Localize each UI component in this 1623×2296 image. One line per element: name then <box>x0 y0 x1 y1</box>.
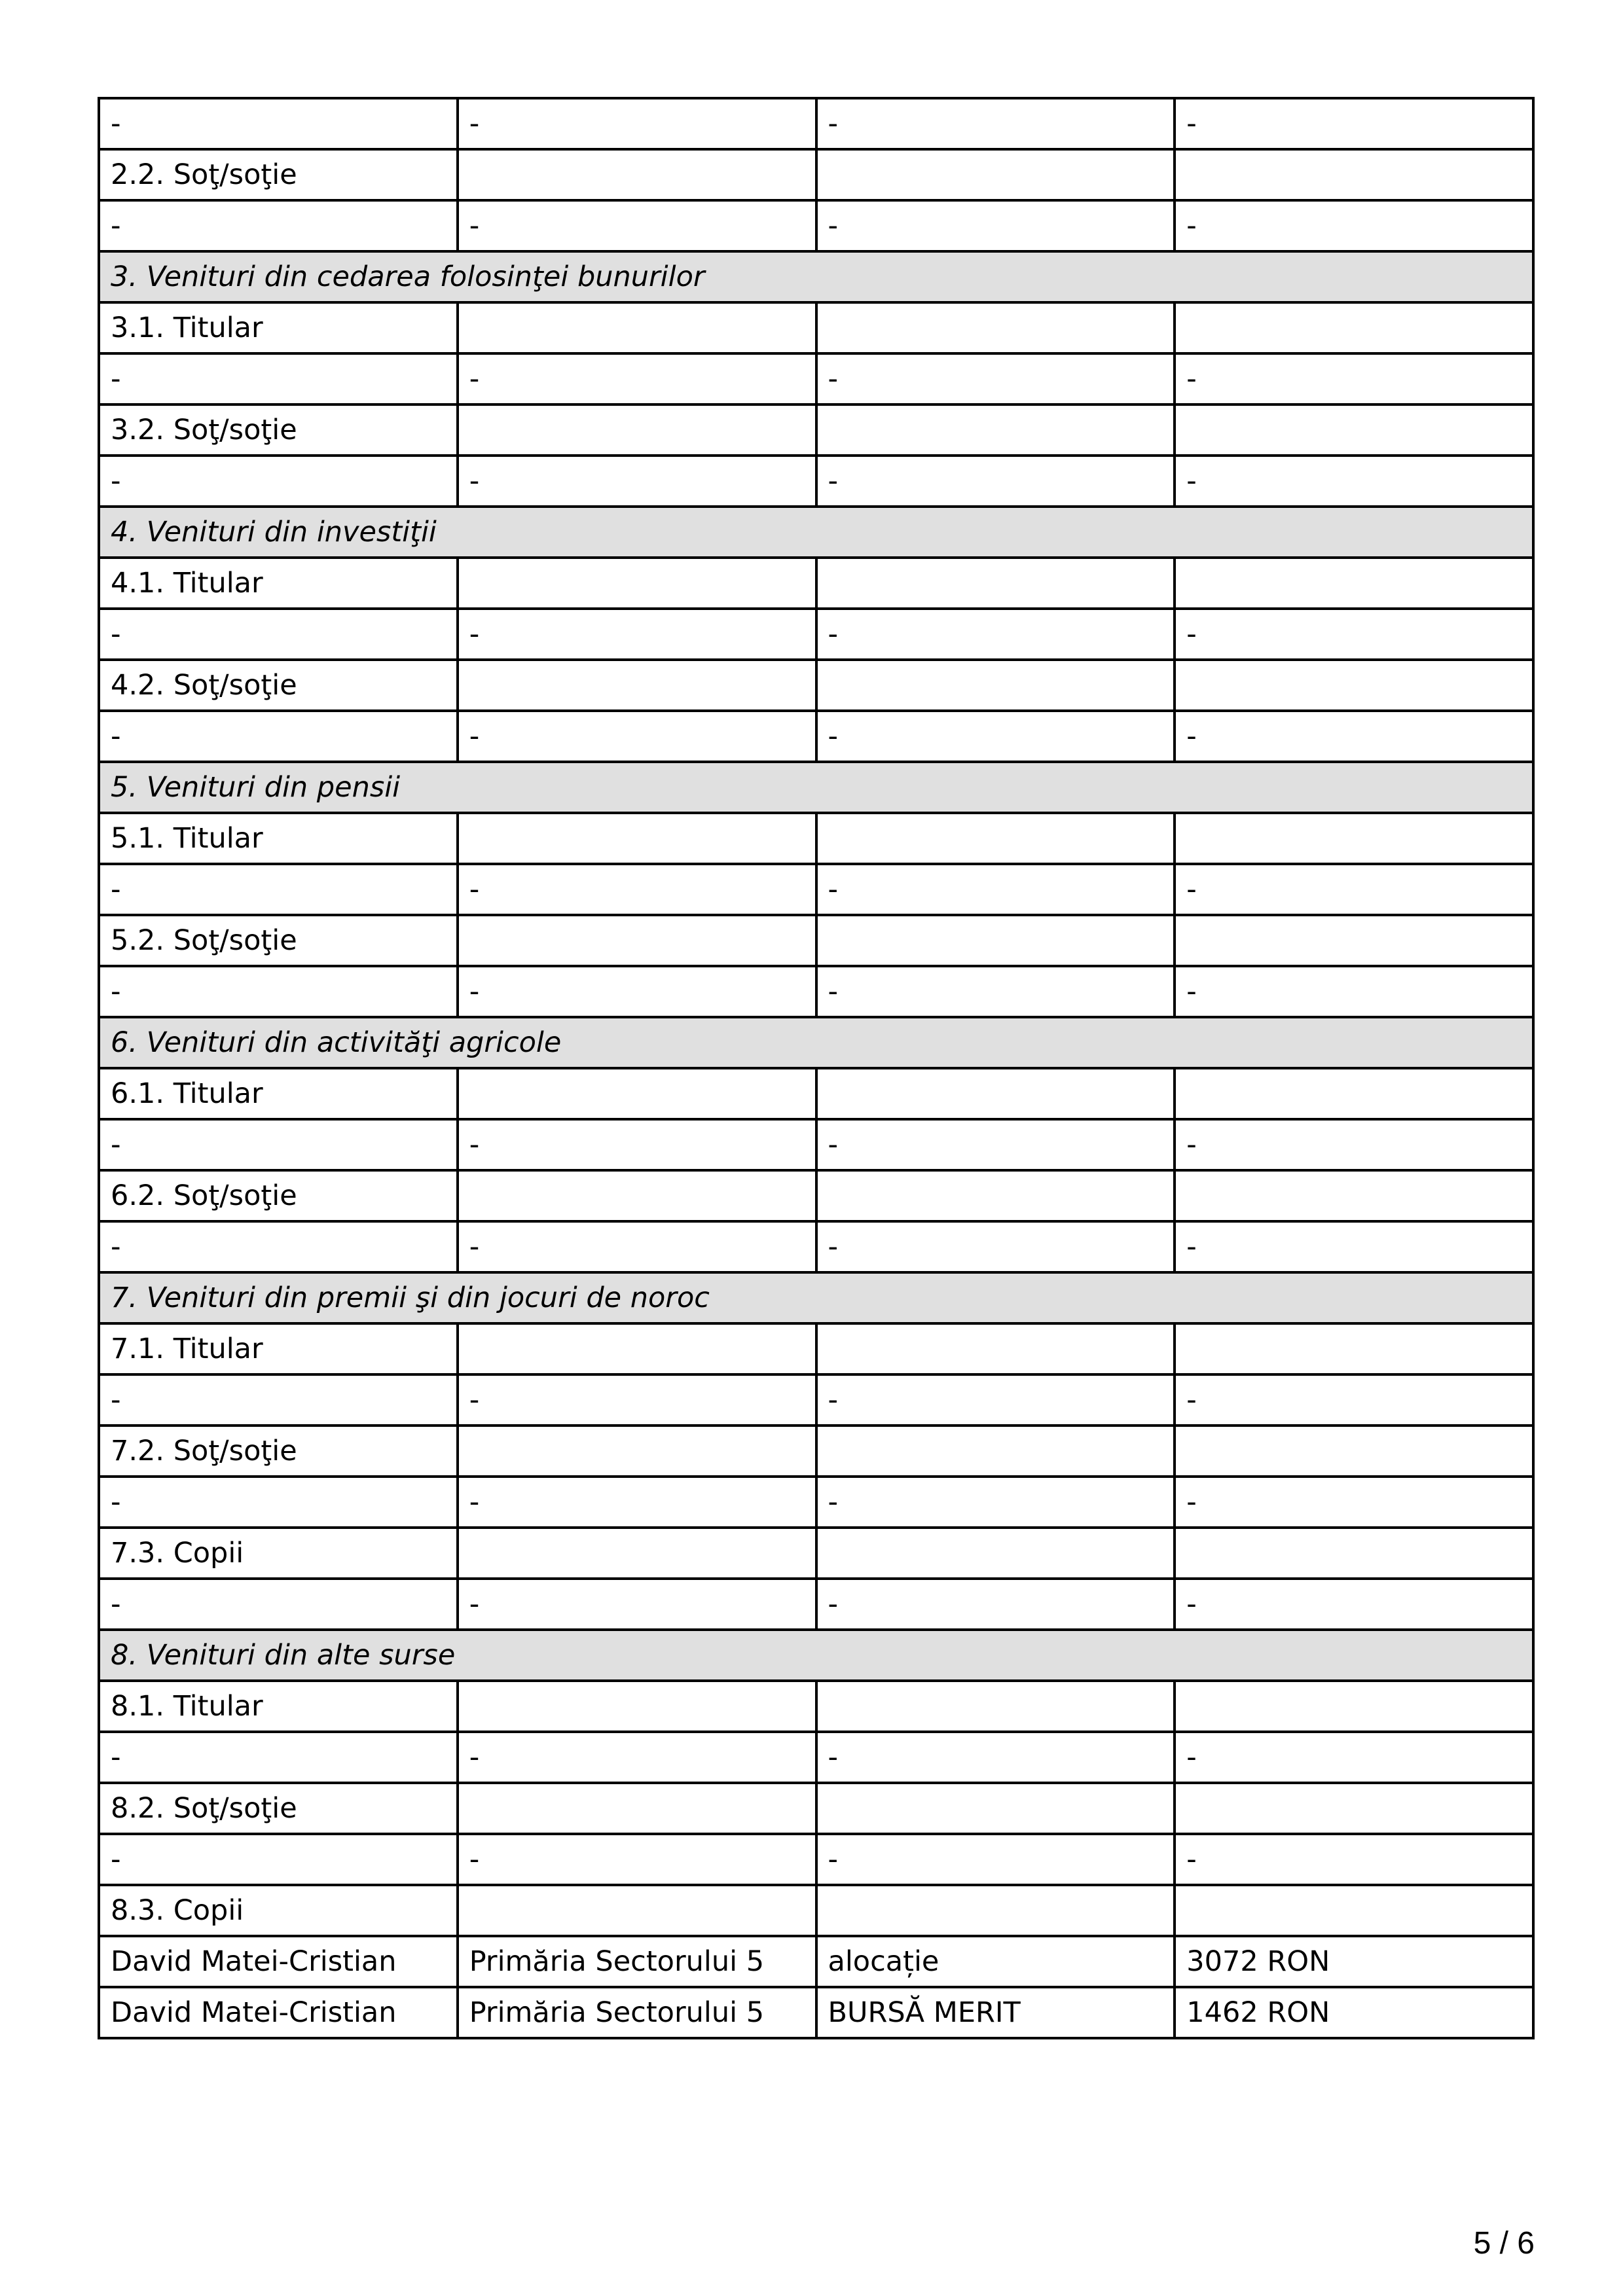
table-cell <box>458 558 816 609</box>
table-cell: - <box>816 1732 1175 1783</box>
table-cell: - <box>99 1732 458 1783</box>
table-cell <box>458 1885 816 1936</box>
table-row <box>99 1885 1533 1936</box>
table-cell <box>1175 1783 1533 1834</box>
table-cell: - <box>816 1221 1175 1272</box>
table-cell <box>816 1681 1175 1732</box>
table-row <box>99 1579 1533 1630</box>
table-cell: - <box>458 711 816 762</box>
table-row <box>99 660 1533 711</box>
table-cell: 4.1. Titular <box>99 558 458 609</box>
table-row <box>99 1936 1533 1987</box>
table-cell <box>816 404 1175 456</box>
table-cell <box>816 1426 1175 1477</box>
table-cell: David Matei-Cristian <box>99 1936 458 1987</box>
table-cell: - <box>99 353 458 404</box>
table-cell: - <box>816 1579 1175 1630</box>
table-cell: - <box>99 1374 458 1426</box>
table-cell <box>458 1528 816 1579</box>
table-cell <box>816 149 1175 200</box>
table-cell <box>816 1528 1175 1579</box>
table-cell <box>1175 558 1533 609</box>
table-cell: - <box>458 98 816 149</box>
section-header-row <box>99 507 1533 558</box>
table-cell: 3.2. Soţ/soţie <box>99 404 458 456</box>
table-cell <box>458 1068 816 1119</box>
section-header-row <box>99 1272 1533 1323</box>
table-cell: - <box>458 966 816 1017</box>
section-header-row <box>99 1630 1533 1681</box>
table-cell: - <box>816 1477 1175 1528</box>
section-title: 3. Venituri din cedarea folosinţei bunurilor <box>99 251 1533 302</box>
table-cell <box>816 558 1175 609</box>
table-cell <box>1175 1068 1533 1119</box>
income-table-body <box>99 98 1533 2038</box>
table-cell: - <box>99 864 458 915</box>
table-cell: - <box>1175 353 1533 404</box>
table-cell: - <box>1175 1477 1533 1528</box>
table-row <box>99 404 1533 456</box>
table-cell <box>458 1323 816 1374</box>
table-row <box>99 1221 1533 1272</box>
table-cell: - <box>458 353 816 404</box>
table-cell: 6.2. Soţ/soţie <box>99 1170 458 1221</box>
table-cell: - <box>99 966 458 1017</box>
table-cell: - <box>1175 1374 1533 1426</box>
table-row <box>99 98 1533 149</box>
table-cell: 5.2. Soţ/soţie <box>99 915 458 966</box>
table-row <box>99 1987 1533 2038</box>
table-row <box>99 1170 1533 1221</box>
section-header-row <box>99 762 1533 813</box>
table-cell <box>816 1170 1175 1221</box>
table-cell: - <box>1175 456 1533 507</box>
table-cell: 8.1. Titular <box>99 1681 458 1732</box>
table-cell <box>1175 149 1533 200</box>
table-cell: - <box>1175 98 1533 149</box>
table-cell: 7.3. Copii <box>99 1528 458 1579</box>
table-row <box>99 966 1533 1017</box>
table-cell <box>1175 302 1533 353</box>
table-cell: - <box>458 1374 816 1426</box>
table-cell: - <box>1175 1119 1533 1170</box>
table-cell <box>458 302 816 353</box>
table-cell <box>458 1681 816 1732</box>
table-row <box>99 609 1533 660</box>
table-cell: 8.2. Soţ/soţie <box>99 1783 458 1834</box>
table-cell <box>1175 1681 1533 1732</box>
section-title: 8. Venituri din alte surse <box>99 1630 1533 1681</box>
table-cell: David Matei-Cristian <box>99 1987 458 2038</box>
table-cell: 1462 RON <box>1175 1987 1533 2038</box>
table-row <box>99 1323 1533 1374</box>
table-row <box>99 1528 1533 1579</box>
table-cell <box>458 813 816 864</box>
table-cell: alocație <box>816 1936 1175 1987</box>
table-cell: 2.2. Soţ/soţie <box>99 149 458 200</box>
table-cell <box>458 149 816 200</box>
table-cell: - <box>458 1221 816 1272</box>
table-cell: - <box>816 98 1175 149</box>
table-cell: 5.1. Titular <box>99 813 458 864</box>
table-cell: - <box>816 711 1175 762</box>
table-row <box>99 1426 1533 1477</box>
table-row <box>99 864 1533 915</box>
table-cell: - <box>99 1579 458 1630</box>
table-cell <box>458 1426 816 1477</box>
table-row <box>99 915 1533 966</box>
table-cell: - <box>816 456 1175 507</box>
table-cell <box>816 1323 1175 1374</box>
table-row <box>99 353 1533 404</box>
table-cell: - <box>458 200 816 251</box>
table-cell <box>1175 1885 1533 1936</box>
table-cell: - <box>1175 200 1533 251</box>
table-cell <box>458 1783 816 1834</box>
table-row <box>99 1732 1533 1783</box>
table-cell: - <box>99 1834 458 1885</box>
table-row <box>99 1119 1533 1170</box>
table-cell <box>1175 1170 1533 1221</box>
table-row <box>99 302 1533 353</box>
table-row <box>99 813 1533 864</box>
table-cell: - <box>1175 864 1533 915</box>
table-row <box>99 1783 1533 1834</box>
table-cell: 3072 RON <box>1175 1936 1533 1987</box>
table-cell: - <box>1175 609 1533 660</box>
table-cell <box>1175 1528 1533 1579</box>
page-number: 5 / 6 <box>1473 2226 1535 2261</box>
table-row <box>99 1068 1533 1119</box>
table-row <box>99 456 1533 507</box>
table-cell <box>458 660 816 711</box>
table-cell: BURSĂ MERIT <box>816 1987 1175 2038</box>
table-cell <box>816 660 1175 711</box>
table-cell: - <box>816 200 1175 251</box>
table-row <box>99 1834 1533 1885</box>
table-cell: - <box>99 711 458 762</box>
table-cell <box>816 915 1175 966</box>
section-header-row <box>99 251 1533 302</box>
table-cell: - <box>816 1834 1175 1885</box>
table-cell: - <box>99 609 458 660</box>
table-cell <box>816 1885 1175 1936</box>
table-cell: 3.1. Titular <box>99 302 458 353</box>
table-row <box>99 711 1533 762</box>
table-cell <box>1175 404 1533 456</box>
table-cell: - <box>99 1119 458 1170</box>
table-cell: Primăria Sectorului 5 <box>458 1987 816 2038</box>
table-row <box>99 149 1533 200</box>
table-cell: Primăria Sectorului 5 <box>458 1936 816 1987</box>
table-cell <box>816 302 1175 353</box>
table-cell: - <box>99 200 458 251</box>
table-row <box>99 1681 1533 1732</box>
table-cell: - <box>458 1477 816 1528</box>
section-title: 4. Venituri din investiţii <box>99 507 1533 558</box>
table-cell <box>1175 915 1533 966</box>
table-cell: 8.3. Copii <box>99 1885 458 1936</box>
table-cell <box>816 1068 1175 1119</box>
table-cell: - <box>99 98 458 149</box>
table-cell: - <box>1175 1221 1533 1272</box>
table-row <box>99 558 1533 609</box>
table-cell: - <box>1175 1732 1533 1783</box>
table-cell: 7.2. Soţ/soţie <box>99 1426 458 1477</box>
table-cell: - <box>1175 966 1533 1017</box>
income-table <box>98 97 1535 2039</box>
table-cell: - <box>816 609 1175 660</box>
table-cell <box>1175 660 1533 711</box>
table-cell: - <box>816 353 1175 404</box>
section-title: 5. Venituri din pensii <box>99 762 1533 813</box>
table-cell <box>458 915 816 966</box>
table-cell: - <box>458 1119 816 1170</box>
section-header-row <box>99 1017 1533 1068</box>
table-cell: - <box>816 864 1175 915</box>
table-cell <box>458 1170 816 1221</box>
table-cell: - <box>458 1834 816 1885</box>
table-cell: 4.2. Soţ/soţie <box>99 660 458 711</box>
table-cell: - <box>458 864 816 915</box>
table-cell: - <box>816 966 1175 1017</box>
table-cell: - <box>458 1732 816 1783</box>
table-cell <box>458 404 816 456</box>
table-cell <box>1175 813 1533 864</box>
table-cell: 7.1. Titular <box>99 1323 458 1374</box>
section-title: 6. Venituri din activităţi agricole <box>99 1017 1533 1068</box>
table-cell: - <box>1175 711 1533 762</box>
table-cell <box>816 1783 1175 1834</box>
table-row <box>99 1374 1533 1426</box>
table-cell <box>816 813 1175 864</box>
table-cell: - <box>816 1119 1175 1170</box>
table-cell: - <box>458 456 816 507</box>
table-cell: 6.1. Titular <box>99 1068 458 1119</box>
table-cell: - <box>99 456 458 507</box>
table-row <box>99 200 1533 251</box>
table-cell: - <box>99 1477 458 1528</box>
table-cell <box>1175 1323 1533 1374</box>
table-cell: - <box>458 609 816 660</box>
table-cell: - <box>1175 1579 1533 1630</box>
table-cell: - <box>99 1221 458 1272</box>
table-row <box>99 1477 1533 1528</box>
table-cell <box>1175 1426 1533 1477</box>
section-title: 7. Venituri din premii şi din jocuri de noroc <box>99 1272 1533 1323</box>
table-cell: - <box>816 1374 1175 1426</box>
table-cell: - <box>458 1579 816 1630</box>
table-cell: - <box>1175 1834 1533 1885</box>
